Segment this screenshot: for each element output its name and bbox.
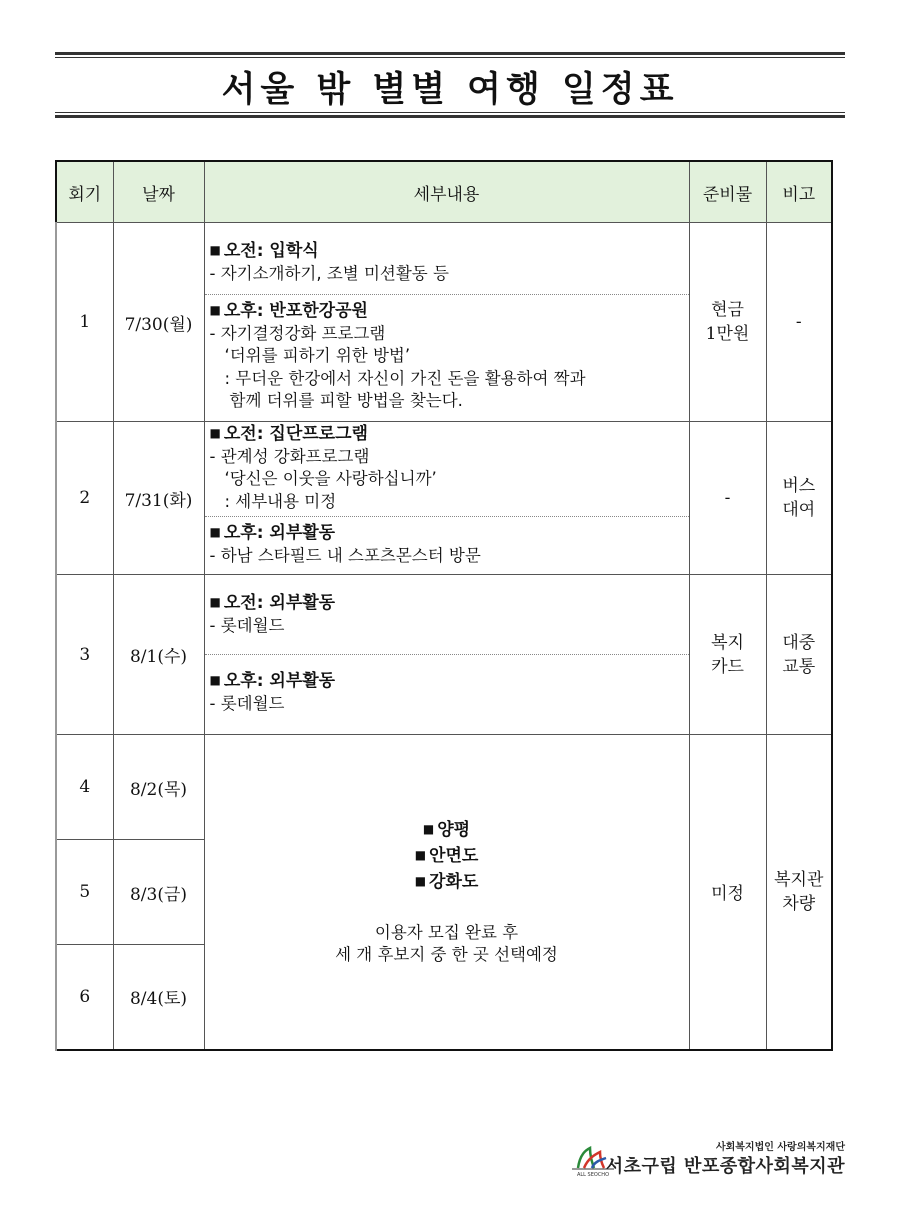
title-rule-top-thin	[55, 57, 845, 58]
am-line: ‘당신은 이웃을 사랑하십니까’	[224, 469, 437, 488]
pm-block	[205, 655, 689, 715]
header-detail: 세부내용	[204, 161, 689, 223]
am-title: ■ 오전: 입학식	[209, 241, 319, 261]
pm-block	[205, 295, 689, 413]
bullet-square-icon: ■	[209, 525, 221, 539]
bullet-square-icon: ■	[209, 426, 221, 440]
table-row	[56, 422, 832, 575]
pm-block	[205, 517, 689, 567]
remarks-cell: -	[766, 223, 832, 422]
am-line: - 자기소개하기, 조별 미션활동 등	[209, 263, 449, 283]
page-title: 서울 밖 별별 여행 일정표	[221, 70, 679, 110]
pm-line: ‘더위를 피하기 위한 방법’	[224, 346, 411, 365]
pm-line: - 롯데월드	[209, 693, 285, 713]
table-row	[56, 223, 832, 422]
selection-note: 이용자 모집 완료 후	[374, 923, 519, 943]
pm-title: ■ 오후: 외부활동	[209, 671, 336, 691]
bullet-square-icon: ■	[209, 673, 221, 687]
candidate-destinations	[205, 817, 689, 966]
date-cell: 7/30(월)	[113, 223, 204, 422]
supplies-cell: 복지 카드	[689, 575, 766, 735]
header-remarks: 비고	[766, 161, 832, 223]
am-block	[205, 223, 689, 295]
table-row	[56, 575, 832, 735]
pm-line: - 하남 스타필드 내 스포츠몬스터 방문	[209, 545, 481, 565]
location-item: ■ 양평	[422, 820, 471, 841]
am-line: : 세부내용 미정	[224, 491, 337, 511]
date-cell: 7/31(화)	[113, 422, 204, 575]
header-round: 회기	[56, 161, 113, 223]
remarks-cell: 복지관 차량	[766, 735, 832, 1050]
header-supplies: 준비물	[689, 161, 766, 223]
title-rule-bottom-thick	[55, 115, 845, 118]
schedule-table	[55, 160, 833, 1051]
am-block	[205, 422, 689, 517]
header-date: 날짜	[113, 161, 204, 223]
date-cell: 8/1(수)	[113, 575, 204, 735]
remarks-cell: 버스 대여	[766, 422, 832, 575]
date-cell: 8/2(목)	[113, 735, 204, 840]
pm-line: 함께 더위를 피할 방법을 찾는다.	[229, 391, 463, 410]
bullet-square-icon: ■	[414, 874, 427, 889]
supplies-cell: -	[689, 422, 766, 575]
pm-title: ■ 오후: 반포한강공원	[209, 301, 368, 321]
detail-cell	[204, 223, 689, 422]
supplies-cell: 미정	[689, 735, 766, 1050]
bullet-square-icon: ■	[414, 848, 427, 863]
round-cell: 4	[56, 735, 113, 840]
organization-logo	[570, 1138, 850, 1178]
am-line: - 관계성 강화프로그램	[209, 446, 370, 466]
org-parent-name: 사회복지법인 사랑의복지재단	[715, 1142, 845, 1153]
table-row	[56, 735, 832, 840]
candidate-destinations-cell	[204, 735, 689, 1050]
round-cell: 3	[56, 575, 113, 735]
org-name: 서초구립 반포종합사회복지관	[605, 1156, 845, 1177]
detail-cell	[204, 422, 689, 575]
header-row	[56, 161, 832, 223]
am-line: - 롯데월드	[209, 615, 285, 635]
bullet-square-icon: ■	[422, 822, 435, 837]
round-cell: 5	[56, 840, 113, 945]
bullet-square-icon: ■	[209, 595, 221, 609]
title-rule-bottom-thin	[55, 112, 845, 113]
pm-line: : 무더운 한강에서 자신이 가진 돈을 활용하여 짝과	[224, 368, 586, 388]
round-cell: 2	[56, 422, 113, 575]
svg-text:ALL SEOCHO: ALL SEOCHO	[576, 1172, 610, 1178]
supplies-cell: 현금 1만원	[689, 223, 766, 422]
location-item: ■ 강화도	[414, 872, 479, 893]
title-rule-top-thick	[55, 52, 845, 55]
date-cell: 8/4(토)	[113, 945, 204, 1050]
location-item: ■ 안면도	[414, 846, 479, 867]
bullet-square-icon: ■	[209, 243, 221, 257]
am-block	[205, 575, 689, 655]
am-title: ■ 오전: 집단프로그램	[209, 424, 368, 444]
date-cell: 8/3(금)	[113, 840, 204, 945]
remarks-cell: 대중 교통	[766, 575, 832, 735]
detail-cell	[204, 575, 689, 735]
round-cell: 1	[56, 223, 113, 422]
selection-note: 세 개 후보지 중 한 곳 선택예정	[335, 945, 558, 965]
am-title: ■ 오전: 외부활동	[209, 593, 336, 613]
pm-line: - 자기결정강화 프로그램	[209, 323, 386, 343]
pm-title: ■ 오후: 외부활동	[209, 523, 336, 543]
bullet-square-icon: ■	[209, 303, 221, 317]
round-cell: 6	[56, 945, 113, 1050]
